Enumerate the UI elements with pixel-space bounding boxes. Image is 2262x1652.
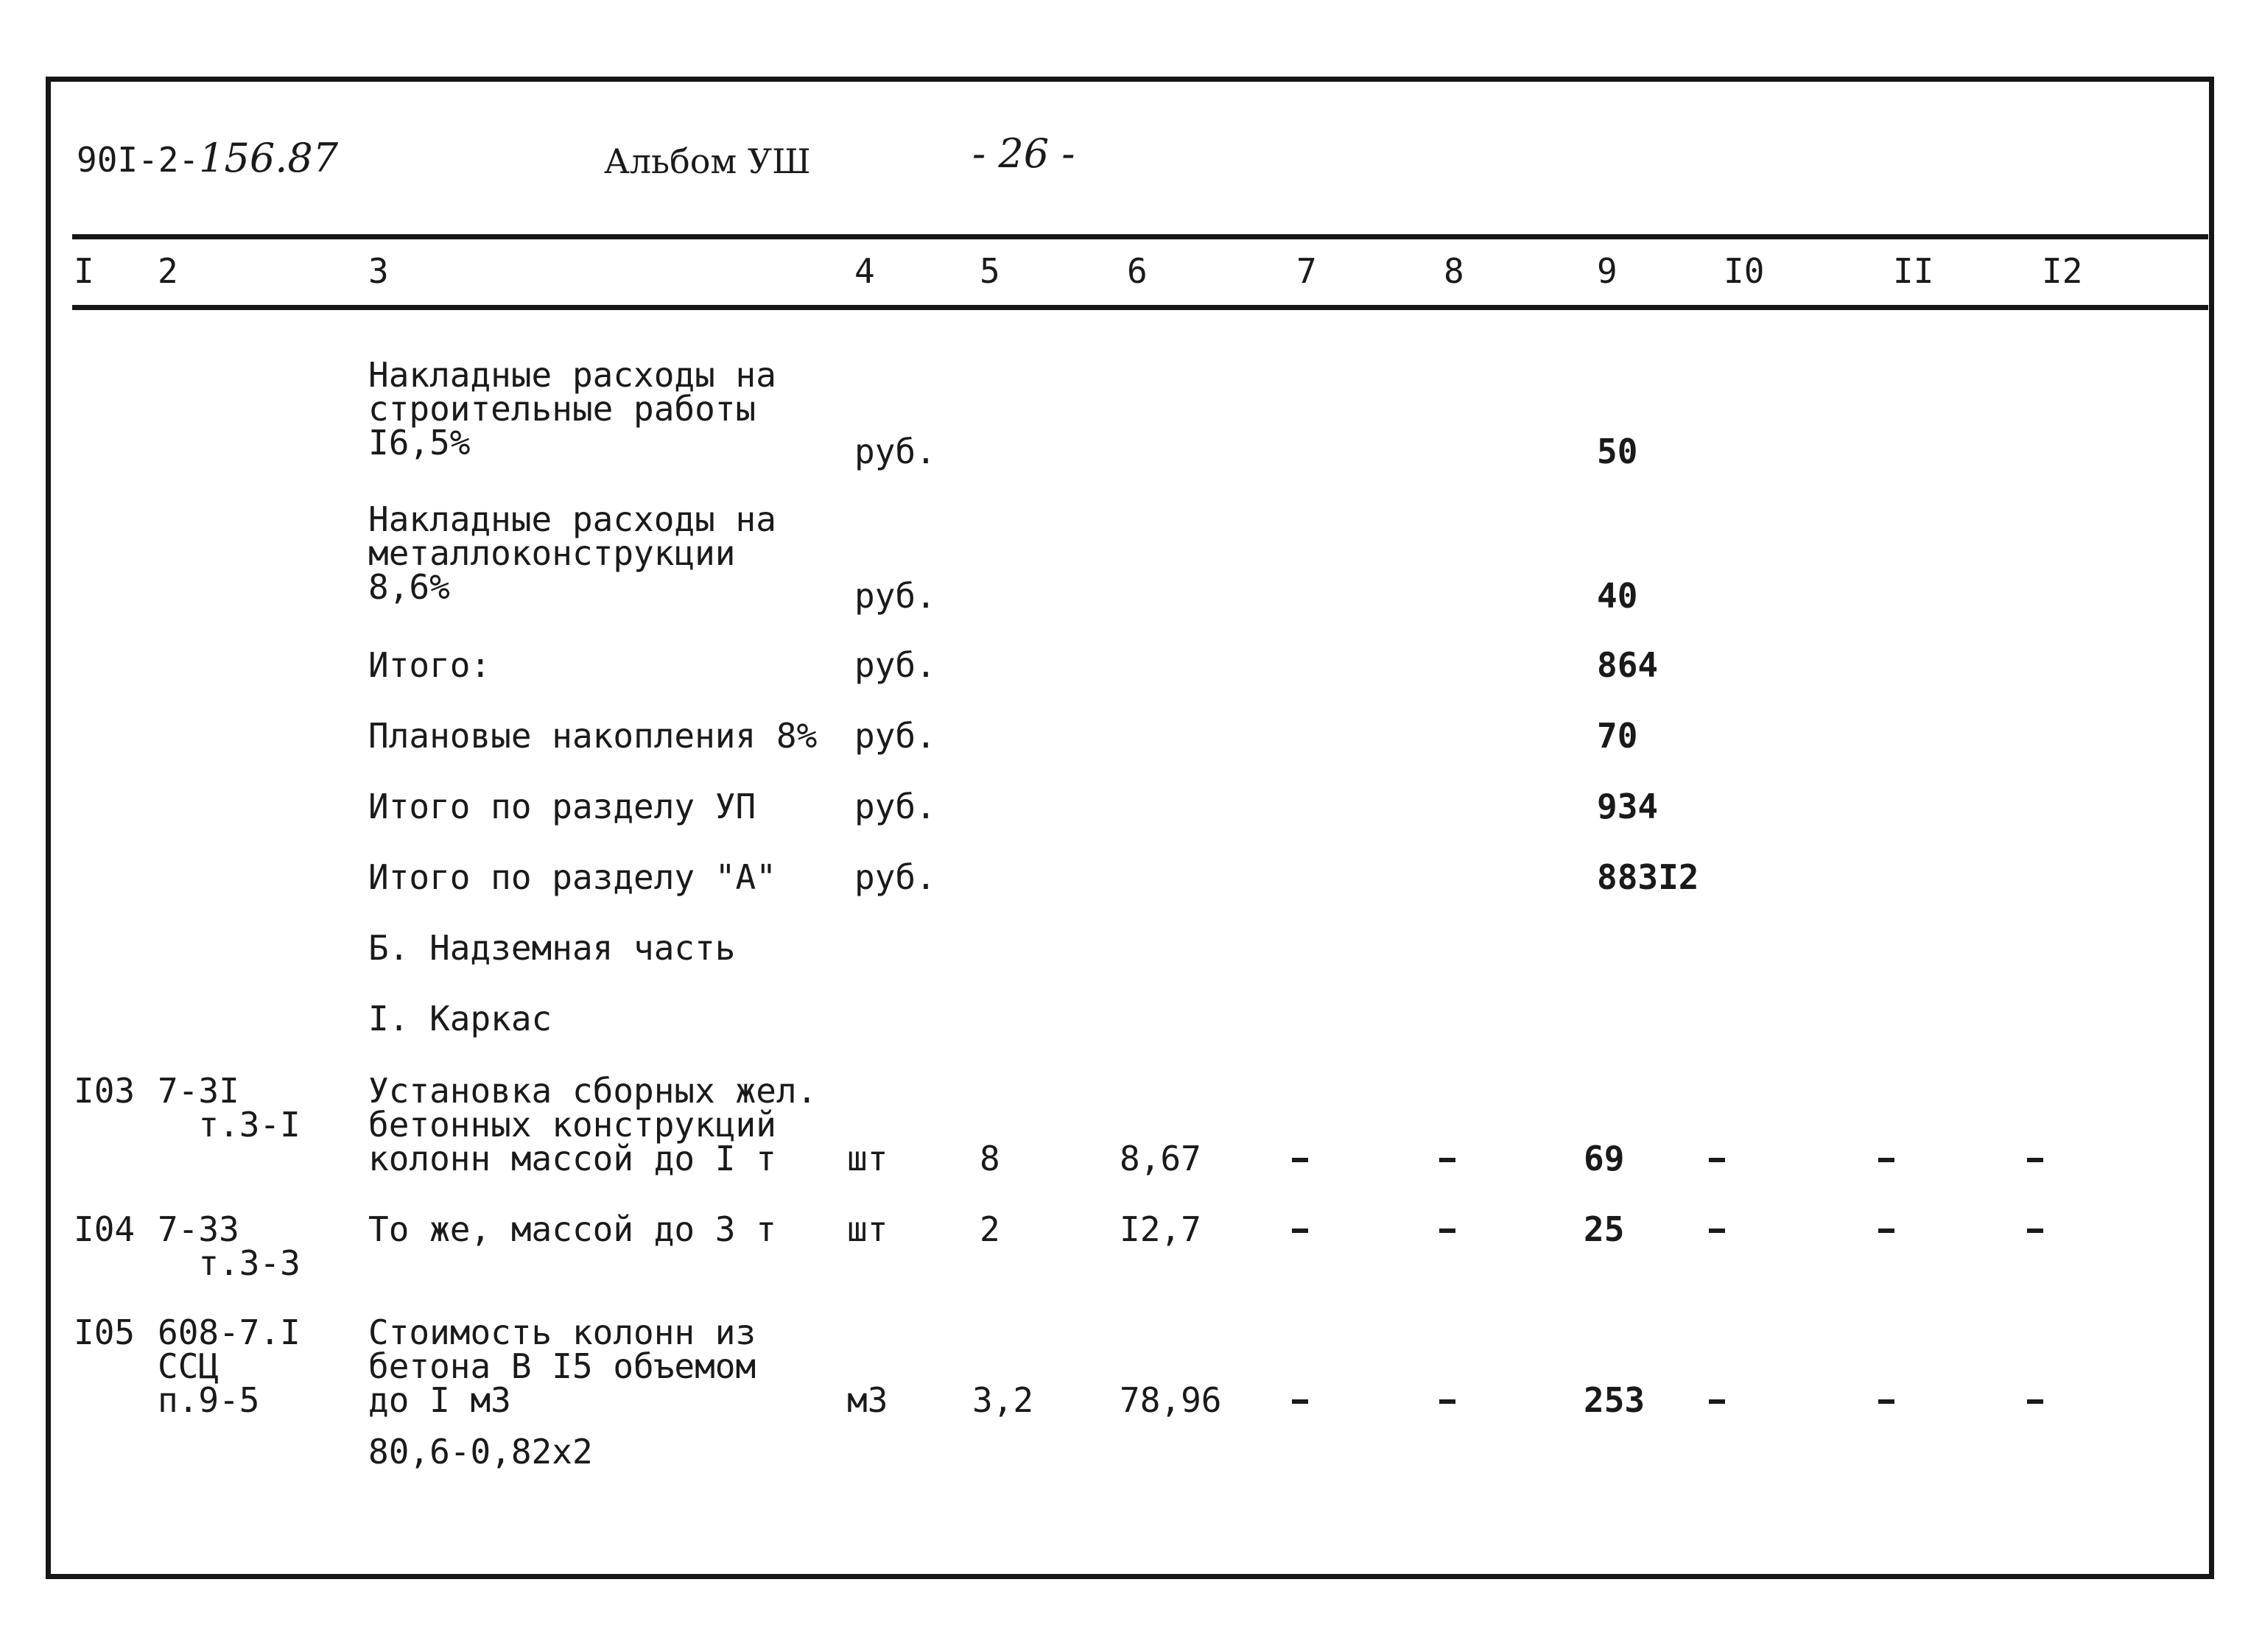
row-number: I05 bbox=[74, 1312, 136, 1352]
page-number: - 26 - bbox=[972, 130, 1075, 177]
col-header-7: 7 bbox=[1296, 251, 1317, 291]
dash-col10 bbox=[1709, 1158, 1725, 1162]
dash-col8 bbox=[1439, 1229, 1455, 1233]
row-unit-price: 78,96 bbox=[1120, 1380, 1222, 1420]
table-row-desc: Плановые накопления 8% bbox=[368, 716, 818, 756]
album-label: Альбом УШ bbox=[604, 141, 811, 181]
dash-col12 bbox=[2027, 1158, 2043, 1162]
row-unit-price: 8,67 bbox=[1120, 1139, 1201, 1178]
dash-col8 bbox=[1439, 1158, 1455, 1162]
table-row-desc: Стоимость колонн из бетона В I5 объемом до I м3 bbox=[368, 1312, 756, 1420]
row-col9-value: 253 bbox=[1584, 1380, 1645, 1420]
col-header-6: 6 bbox=[1127, 251, 1148, 291]
calculation-note: 80,6-0,82х2 bbox=[368, 1432, 593, 1472]
row-col9-value: 50 bbox=[1597, 432, 1638, 471]
row-unit: м3 bbox=[847, 1380, 888, 1420]
row-reference: 608-7.I ССЦ п.9-5 bbox=[158, 1312, 301, 1420]
dash-col7 bbox=[1292, 1158, 1308, 1162]
dash-col11 bbox=[1878, 1399, 1894, 1404]
col-header-4: 4 bbox=[854, 251, 875, 291]
table-row-desc: То же, массой до 3 т bbox=[368, 1209, 776, 1249]
row-col9-value: 69 bbox=[1584, 1139, 1625, 1178]
dash-col12 bbox=[2027, 1399, 2043, 1404]
doc-code-handwritten: 156.87 bbox=[199, 135, 339, 181]
col-header-10: I0 bbox=[1724, 251, 1765, 291]
dash-col10 bbox=[1709, 1229, 1725, 1233]
row-unit: руб. bbox=[854, 857, 936, 897]
dash-col7 bbox=[1292, 1399, 1308, 1404]
col-header-11: II bbox=[1893, 251, 1934, 291]
col-header-9: 9 bbox=[1597, 251, 1618, 291]
row-unit: руб. bbox=[854, 432, 936, 471]
subsection-heading: I. Каркас bbox=[368, 999, 552, 1038]
dash-col7 bbox=[1292, 1229, 1308, 1233]
row-unit: шт bbox=[847, 1139, 888, 1178]
table-row-desc: Накладные расходы на металлоконструкции 8,6% bbox=[368, 499, 776, 607]
table-row-desc: Итого по разделу УП bbox=[368, 787, 756, 826]
col-header-2: 2 bbox=[158, 251, 178, 291]
row-quantity: 2 bbox=[980, 1209, 1000, 1249]
row-unit: руб. bbox=[854, 645, 936, 685]
dash-col11 bbox=[1878, 1158, 1894, 1162]
header-rule-bottom bbox=[72, 305, 2208, 310]
row-unit: шт bbox=[847, 1209, 888, 1249]
row-quantity: 8 bbox=[980, 1139, 1000, 1178]
section-heading: Б. Надземная часть bbox=[368, 928, 736, 968]
row-col9-value: 25 bbox=[1584, 1209, 1625, 1249]
table-row-desc: Установка сборных жел. бетонных конструкций колонн массой до I т bbox=[368, 1071, 818, 1178]
row-quantity: 3,2 bbox=[972, 1380, 1034, 1420]
dash-col12 bbox=[2027, 1229, 2043, 1233]
row-col9-value: 883I2 bbox=[1597, 857, 1699, 897]
row-number: I04 bbox=[74, 1209, 136, 1249]
row-reference: 7-33 т.3-3 bbox=[158, 1209, 301, 1283]
col-header-8: 8 bbox=[1444, 251, 1464, 291]
dash-col8 bbox=[1439, 1399, 1455, 1404]
table-row-desc: Итого: bbox=[368, 645, 491, 685]
dash-col11 bbox=[1878, 1229, 1894, 1233]
row-col9-value: 864 bbox=[1597, 645, 1659, 685]
row-col9-value: 934 bbox=[1597, 787, 1659, 826]
table-row-desc: Накладные расходы на строительные работы I6,5% bbox=[368, 355, 776, 463]
dash-col10 bbox=[1709, 1399, 1725, 1404]
row-reference: 7-3I т.3-I bbox=[158, 1071, 301, 1145]
doc-code-typed: 90I-2- bbox=[77, 140, 200, 180]
row-col9-value: 40 bbox=[1597, 576, 1638, 616]
row-number: I03 bbox=[74, 1071, 136, 1111]
row-unit-price: I2,7 bbox=[1120, 1209, 1201, 1249]
col-header-1: I bbox=[74, 251, 94, 291]
row-unit: руб. bbox=[854, 716, 936, 756]
header-rule-top bbox=[72, 234, 2208, 239]
table-row-desc: Итого по разделу "А" bbox=[368, 857, 776, 897]
doc-code bbox=[77, 135, 339, 181]
row-col9-value: 70 bbox=[1597, 716, 1638, 756]
col-header-12: I2 bbox=[2042, 251, 2083, 291]
col-header-3: 3 bbox=[368, 251, 389, 291]
col-header-5: 5 bbox=[980, 251, 1000, 291]
row-unit: руб. bbox=[854, 576, 936, 616]
row-unit: руб. bbox=[854, 787, 936, 826]
